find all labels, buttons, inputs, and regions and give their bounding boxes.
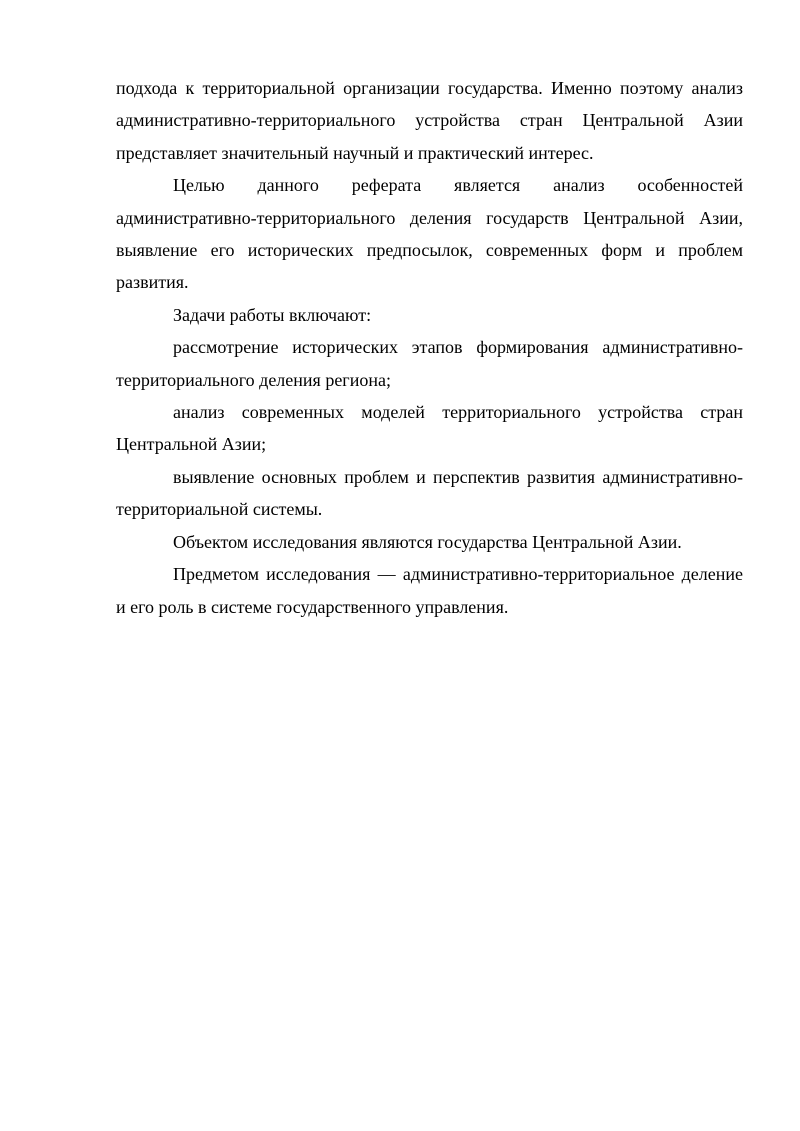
paragraph-goal: Целью данного реферата является анализ особенностей административно-территориального деления государств Центральной Азии, выявление его исторических предпосылок, современных форм и проблем развития.	[116, 175, 743, 293]
paragraph-intro-continuation: подхода к территориальной организации государства. Именно поэтому анализ административно-территориального устройства стран Центральной Азии представляет значительный научный и практический интерес.	[116, 78, 743, 163]
paragraph-task-1: рассмотрение исторических этапов формирования административно-территориального деления региона;	[116, 337, 743, 390]
paragraph-object: Объектом исследования являются государства Центральной Азии.	[173, 531, 682, 552]
paragraph-task-2: анализ современных моделей территориального устройства стран Центральной Азии;	[116, 402, 743, 455]
paragraph-task-3: выявление основных проблем и перспектив развития административно-территориальной системы.	[116, 466, 743, 520]
paragraph-subject: Предметом исследования — административно-территориальное деление и его роль в системе государственного управления.	[116, 564, 743, 617]
document-body	[116, 72, 743, 623]
paragraph-tasks-heading: Задачи работы включают:	[173, 304, 372, 325]
